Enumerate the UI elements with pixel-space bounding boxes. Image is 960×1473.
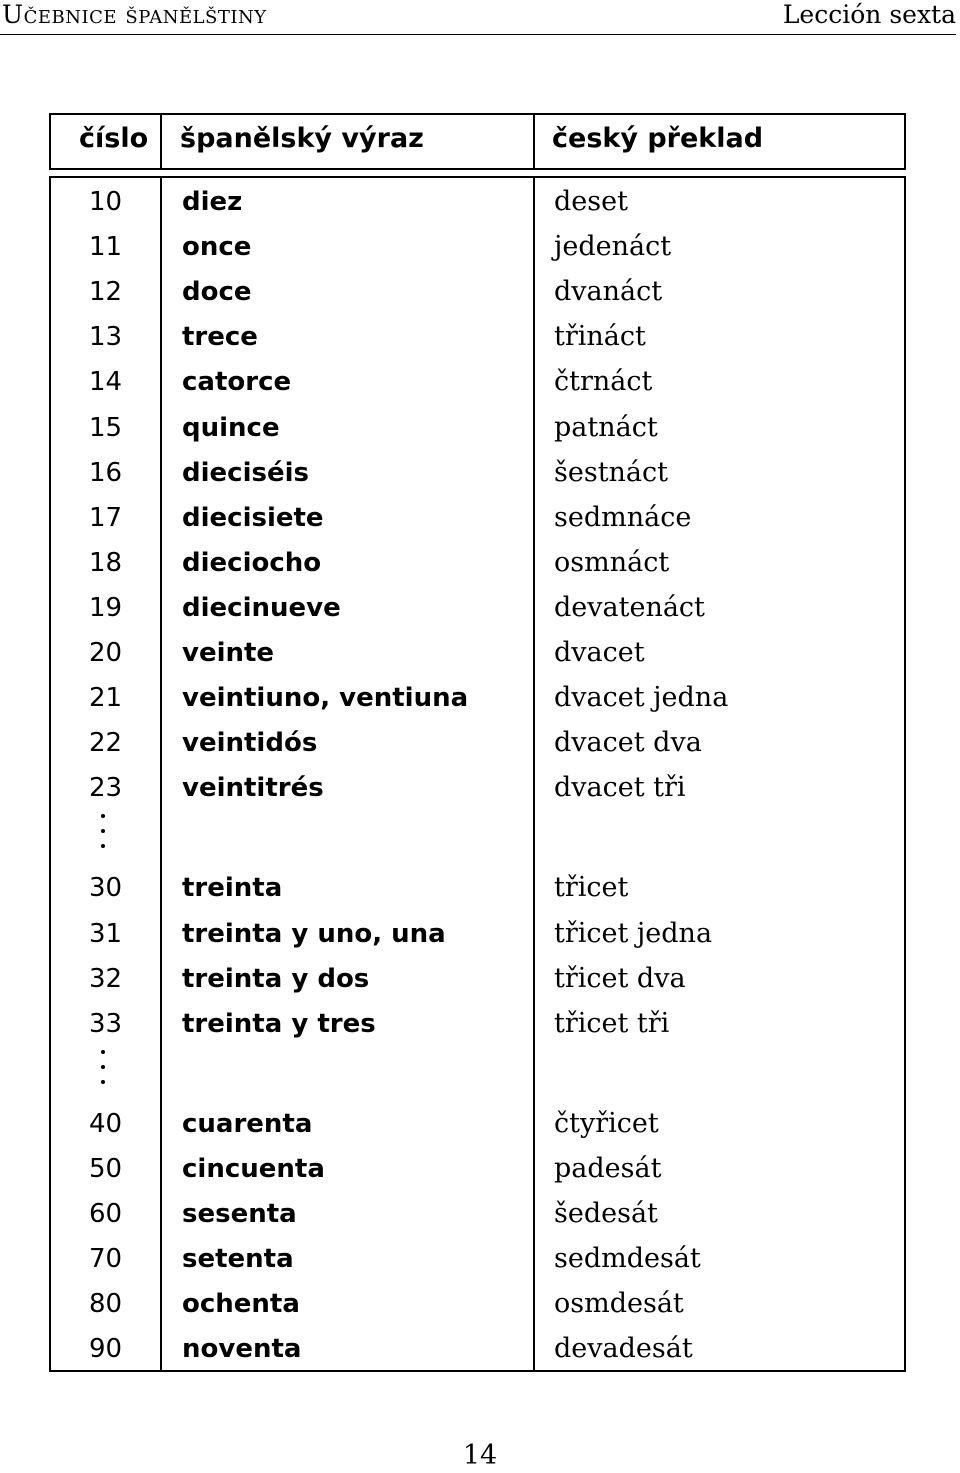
number-cell: 23 (89, 773, 123, 804)
numbers-table (49, 113, 906, 1372)
page-number: 14 (462, 1440, 498, 1471)
spanish-cell: cuarenta (182, 1108, 313, 1139)
table-row (51, 1240, 908, 1285)
spanish-cell: doce (182, 277, 252, 308)
number-cell: 33 (89, 1008, 123, 1039)
table-row (51, 454, 908, 499)
number-cell: 18 (89, 547, 123, 578)
number-cell: 12 (89, 277, 123, 308)
spanish-cell: veintitrés (182, 773, 324, 804)
table-row (51, 544, 908, 589)
spanish-cell: treinta y uno, una (182, 918, 446, 949)
spanish-cell: diecinueve (182, 592, 341, 623)
book-title: Učebnice španělštiny (2, 0, 267, 29)
chapter-title: Lección sexta (782, 0, 956, 29)
table-row (51, 273, 908, 318)
table-row (51, 724, 908, 769)
czech-cell: třicet dva (554, 962, 686, 994)
spanish-cell: ochenta (182, 1289, 300, 1320)
column-divider (533, 115, 535, 168)
header-czech: český překlad (552, 123, 764, 154)
number-cell: 22 (89, 728, 123, 759)
czech-cell: čtyřicet (554, 1107, 659, 1139)
czech-cell: šedesát (554, 1198, 658, 1229)
czech-cell: dvanáct (554, 276, 663, 308)
number-cell: 16 (89, 457, 123, 488)
table-row (51, 1285, 908, 1330)
czech-cell: patnáct (554, 411, 658, 443)
spanish-cell: noventa (182, 1334, 302, 1365)
number-cell: 60 (89, 1199, 123, 1229)
table-row (51, 1195, 908, 1240)
number-cell: 32 (89, 963, 123, 994)
number-cell: 31 (89, 918, 123, 949)
table-row (51, 499, 908, 544)
spanish-cell: quince (182, 412, 280, 443)
czech-cell: dvacet tři (554, 772, 686, 804)
table-row (51, 960, 908, 1005)
number-cell: 70 (89, 1244, 123, 1275)
header-cislo: číslo (79, 123, 149, 154)
spanish-cell: veinte (182, 638, 275, 668)
czech-cell: deset (554, 186, 628, 217)
czech-cell: dvacet jedna (554, 682, 729, 714)
czech-cell: čtrnáct (554, 366, 653, 398)
number-cell: 30 (89, 873, 123, 904)
number-cell: 11 (89, 232, 123, 263)
spanish-cell: once (182, 232, 252, 263)
spanish-cell: catorce (182, 367, 292, 398)
table-row (51, 228, 908, 273)
czech-cell: osmnáct (554, 546, 670, 578)
column-divider (160, 115, 162, 168)
spanish-cell: veintidós (182, 728, 318, 759)
table-row (51, 409, 908, 454)
spanish-cell: cincuenta (182, 1153, 325, 1184)
czech-cell: třináct (554, 321, 646, 353)
table-row (51, 1005, 908, 1050)
spanish-cell: treinta (182, 873, 283, 904)
spanish-cell: setenta (182, 1244, 294, 1275)
spanish-cell: sesenta (182, 1199, 297, 1229)
table-row (51, 589, 908, 634)
czech-cell: padesát (554, 1152, 662, 1184)
number-cell: 21 (89, 683, 123, 714)
czech-cell: osmdesát (554, 1288, 684, 1320)
table-row (51, 634, 908, 679)
number-cell: 17 (89, 502, 123, 533)
czech-cell: sedmdesát (554, 1243, 701, 1275)
table-row (51, 318, 908, 363)
czech-cell: dvacet dva (554, 727, 702, 759)
czech-cell: dvacet (554, 637, 645, 668)
spanish-cell: veintiuno, ventiuna (182, 683, 469, 714)
spanish-cell: treinta y tres (182, 1008, 376, 1039)
number-cell: 15 (89, 412, 123, 443)
header-spanish: španělský výraz (180, 123, 424, 154)
number-cell: 14 (89, 367, 123, 398)
number-cell: 50 (89, 1153, 123, 1184)
spanish-cell: dieciséis (182, 457, 309, 488)
table-row (51, 1150, 908, 1195)
spanish-cell: trece (182, 322, 258, 353)
table-row (51, 769, 908, 814)
czech-cell: devadesát (554, 1333, 693, 1365)
czech-cell: šestnáct (554, 456, 668, 488)
czech-cell: jedenáct (554, 231, 672, 263)
table-header (49, 113, 906, 170)
czech-cell: třicet (554, 872, 629, 904)
table-row (51, 679, 908, 724)
number-cell: 90 (89, 1334, 123, 1365)
spanish-cell: treinta y dos (182, 963, 370, 994)
number-cell: 19 (89, 592, 123, 623)
running-head (0, 0, 956, 35)
number-cell: 13 (89, 322, 123, 353)
number-cell: 40 (89, 1108, 123, 1139)
vertical-ellipsis-icon (101, 814, 109, 859)
czech-cell: třicet tři (554, 1007, 670, 1039)
table-row (51, 869, 908, 914)
czech-cell: třicet jedna (554, 917, 713, 949)
czech-cell: devatenáct (554, 591, 705, 623)
table-row (51, 1330, 908, 1375)
table-row (51, 915, 908, 960)
number-cell: 80 (89, 1289, 123, 1320)
czech-cell: sedmnáce (554, 501, 692, 533)
number-cell: 20 (89, 638, 123, 668)
vertical-ellipsis-icon (101, 1050, 109, 1095)
spanish-cell: dieciocho (182, 547, 322, 578)
table-row (51, 183, 908, 228)
number-cell: 10 (89, 187, 123, 217)
table-row (51, 1105, 908, 1150)
spanish-cell: diez (182, 187, 243, 217)
table-body (49, 176, 906, 1372)
table-row (51, 363, 908, 408)
spanish-cell: diecisiete (182, 502, 324, 533)
